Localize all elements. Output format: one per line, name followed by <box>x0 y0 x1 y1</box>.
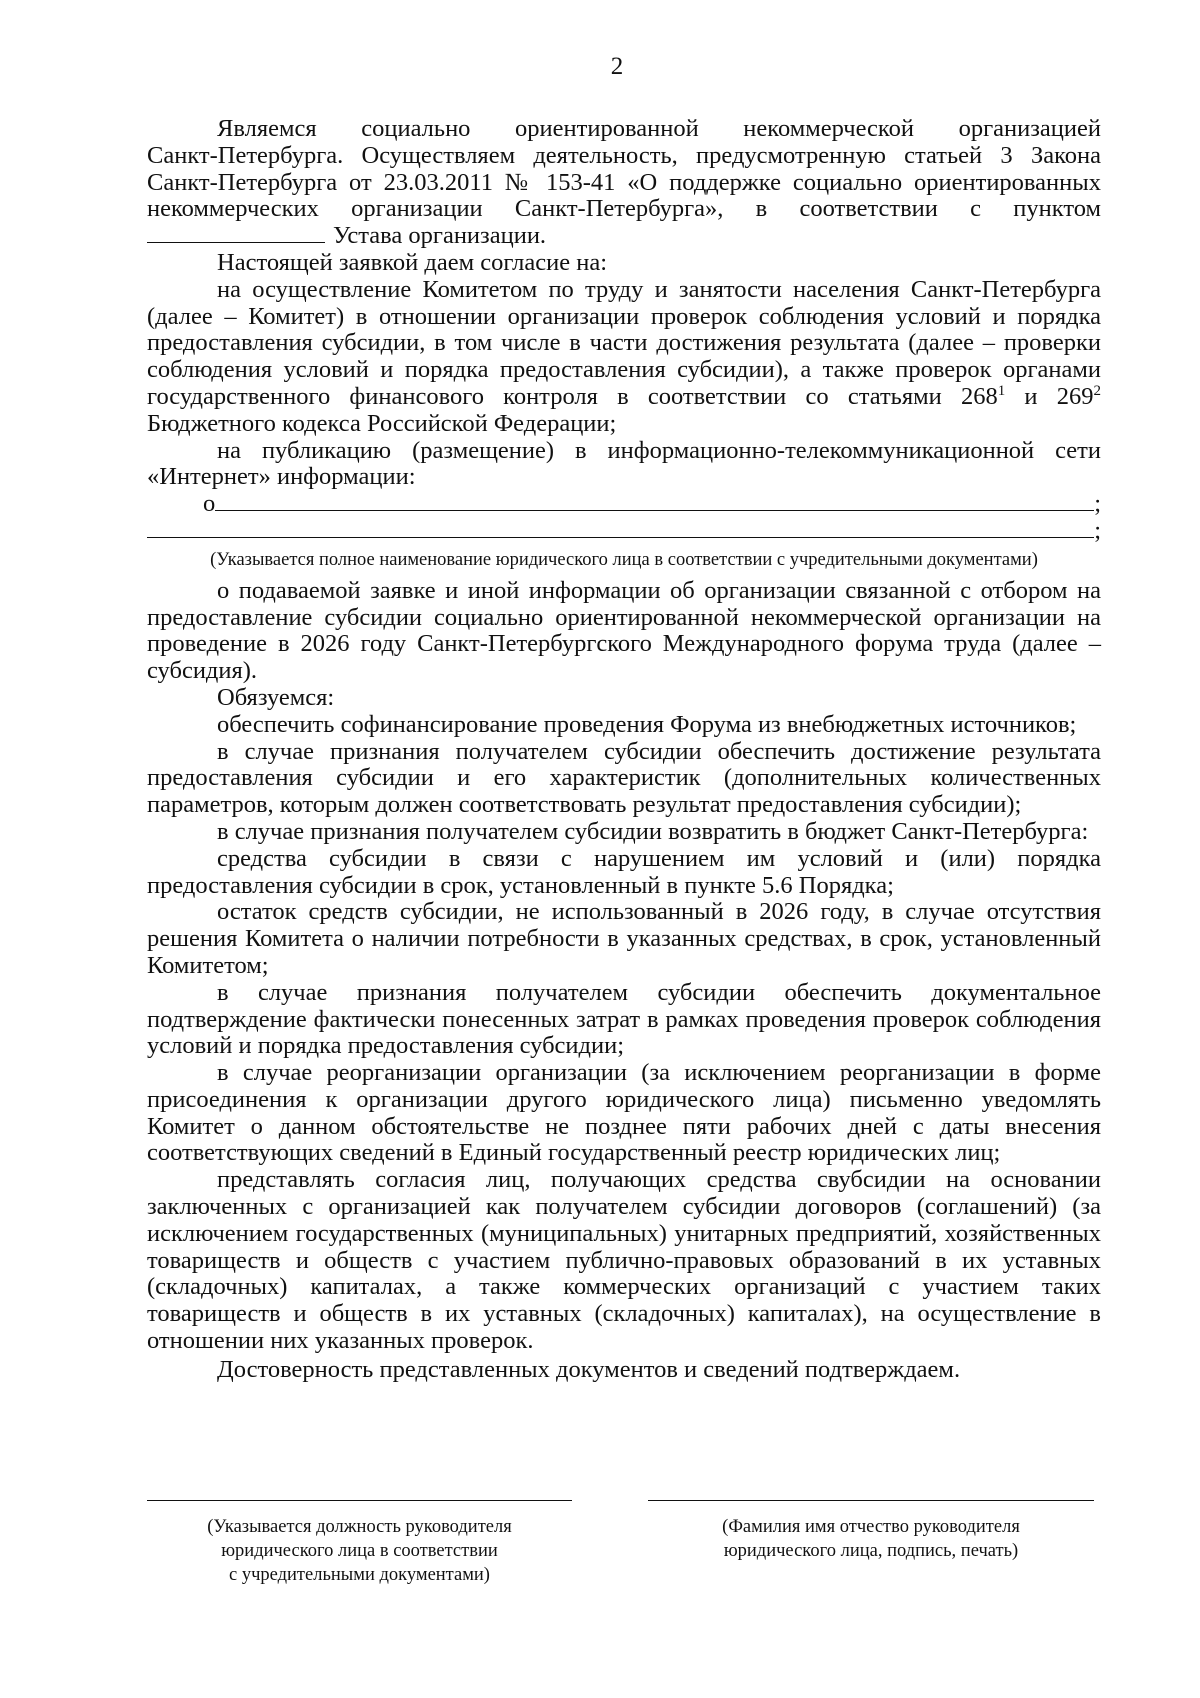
org-name-blank-1 <box>215 492 1094 511</box>
obligation-item: в случае признания получателем субсидии возвратить в бюджет Санкт-Петербурга: <box>217 817 1089 845</box>
intro-line-4: некоммерческих организации Санкт-Петербурга», в соответствии с пунктом <box>147 195 1101 223</box>
org-name-caption: (Указывается полное наименование юридического лица в соответствии с учредительными документами) <box>210 549 1038 570</box>
page-number: 2 <box>610 53 624 80</box>
obligation-item: представлять согласия лиц, получающих средства свубсидии на основании заключенных с организацией как получателем субсидии договоров (соглашений) (за исключением государственных (муниципальных) унитарных предприятий, хозяйственных товариществ и обществ с участием публично-правовых образований в их уставных (складочных) капиталах, а также коммерческих организаций с участием таких товариществ и обществ в их уставных (складочных) капиталах), на осуществление в отношении них указанных проверок. <box>147 1166 1101 1355</box>
intro-line-3: Санкт-Петербурга от 23.03.2011 № 153-41 «О поддержке социально ориентированных <box>147 168 1101 196</box>
org-name-fill-line-1 <box>147 491 1101 518</box>
name-caption-line: юридического лица, подпись, печать) <box>723 1541 1019 1561</box>
signature-name-block <box>648 1500 1094 1563</box>
position-caption-line: юридического лица в соответствии <box>221 1541 498 1561</box>
application-info: о подаваемой заявке и иной информации об организации связанной с отбором на предоставление субсидии социально ориентированной некоммерческой организации на проведение в 2026 году Санкт-Петербургского Международного форума труда (далее – субсидия). <box>147 576 1101 685</box>
org-name-blank-2 <box>147 519 1094 538</box>
consent-checks-paragraph <box>147 277 1101 438</box>
consent-intro: Настоящей заявкой даем согласие на: <box>217 248 608 276</box>
signature-name-line <box>648 1500 1094 1501</box>
consent-checks-and: и 269 <box>1005 382 1094 410</box>
article-269-superscript: 2 <box>1093 382 1101 399</box>
position-caption-line: с учредительными документами) <box>229 1565 490 1585</box>
clause-number-blank <box>147 224 325 243</box>
intro-line-1: Являемся социально ориентированной некоммерческой организацией <box>217 115 1101 142</box>
fill-line-prefix: о <box>203 490 216 518</box>
document-body <box>147 116 1101 1384</box>
obligation-item: в случае признания получателем субсидии обеспечить достижение результата предоставления субсидии и его характеристик (дополнительных количественных параметров, которым должен соответствовать результат предоставления субсидии); <box>147 737 1101 819</box>
obligation-item: остаток средств субсидии, не использованный в 2026 году, в случае отсутствия решения Комитета о наличии потребности в указанных средствах, в срок, установленный Комитетом; <box>147 898 1101 979</box>
position-caption-line: (Указывается должность руководителя <box>207 1517 512 1537</box>
article-268-superscript: 1 <box>997 382 1006 399</box>
consent-checks-end: Бюджетного кодекса Российской Федерации; <box>147 409 617 437</box>
intro-line-5 <box>147 223 1101 250</box>
org-name-fill-line-2 <box>147 518 1101 545</box>
intro-line-5-text: Устава организации. <box>333 222 547 250</box>
fill-line-2-semicolon: ; <box>1094 516 1101 544</box>
consent-publication: на публикацию (размещение) в информационно-телекоммуникационной сети «Интернет» информации: <box>147 436 1101 491</box>
signature-position-block <box>147 1500 572 1587</box>
name-caption-line: (Фамилия имя отчество руководителя <box>722 1517 1020 1537</box>
obligation-item: обеспечить софинансирование проведения Форума из внебюджетных источников; <box>217 710 1077 738</box>
consent-checks-text: на осуществление Комитетом по труду и занятости населения Санкт-Петербурга (далее – Комитет) в отношении организации проверок соблюдения условий и порядка предоставления субсидии, в том числе в части достижения результата (далее – проверки соблюдения условий и порядка предоставления субсидии), а также проверок органами государственного финансового контроля в соответствии со статьями 268 <box>147 275 1101 410</box>
fill-line-semicolon: ; <box>1094 490 1101 518</box>
signature-position-line <box>147 1500 572 1501</box>
confirmation-statement: Достоверность представленных документов и сведений подтверждаем. <box>217 1355 961 1383</box>
obligation-item: средства субсидии в связи с нарушением им условий и (или) порядка предоставления субсидии в срок, установленный в пункте 5.6 Порядка; <box>147 844 1101 899</box>
obligation-item: в случае реорганизации организации (за исключением реорганизации в форме присоединения к организации другого юридического лица) письменно уведомлять Комитет о данном обстоятельстве не позднее пяти рабочих дней с даты внесения соответствующих сведений в Единый государственный реестр юридических лиц; <box>147 1059 1101 1167</box>
intro-line-2: Санкт-Петербурга. Осуществляем деятельность, предусмотренную статьей 3 Закона <box>147 141 1101 169</box>
obligation-item: в случае признания получателем субсидии обеспечить документальное подтверждение фактически понесенных затрат в рамках проведения проверок соблюдения условий и порядка предоставления субсидии; <box>147 978 1101 1060</box>
obligations-title: Обязуемся: <box>217 683 335 711</box>
